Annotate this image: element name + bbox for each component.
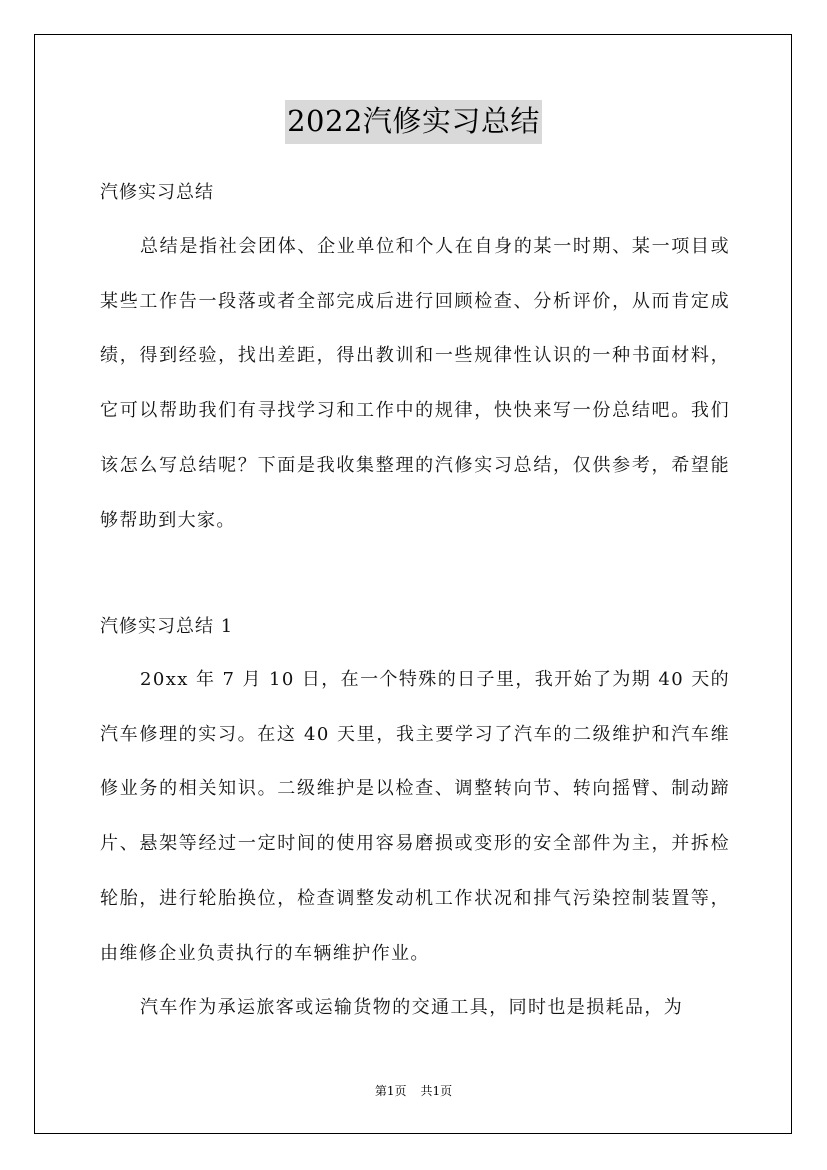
title-container [0,100,827,144]
document-title: 2022汽修实习总结 [285,100,542,144]
section-heading-intro: 汽修实习总结 [100,182,214,203]
intro-paragraph: 总结是指社会团体、企业单位和个人在自身的某一时期、某一项目或某些工作告一段落或者全部完成后进行回顾检查、分析评价，从而肯定成绩，得到经验，找出差距，得出教训和一些规律性认识的一种书面材料，它可以帮助我们有寻找学习和工作中的规律，快快来写一份总结吧。我们该怎么写总结呢？下面是我收集整理的汽修实习总结，仅供参考，希望能够帮助到大家。 [100,236,730,531]
section1-paragraph-2: 汽车作为承运旅客或运输货物的交通工具，同时也是损耗品，为 [140,997,684,1018]
page-footer [0,1083,827,1099]
page-total-label: 共1页 [420,1084,453,1098]
section-heading-1: 汽修实习总结 1 [100,616,234,637]
section1-paragraph-1: 20xx 年 7 月 10 日，在一个特殊的日子里，我开始了为期 40 天的汽车修理的实习。在这 40 天里，我主要学习了汽车的二级维护和汽车维修业务的相关知识。二级维护是以检查、调整转向节、转向摇臂、制动蹄片、悬架等经过一定时间的使用容易磨损或变形的安全部件为主，并拆检轮胎，进行轮胎换位，检查调整发动机工作状况和排气污染控制装置等，由维修企业负责执行的车辆维护作业。 [100,669,730,964]
page-number-label: 第1页 [374,1084,407,1098]
